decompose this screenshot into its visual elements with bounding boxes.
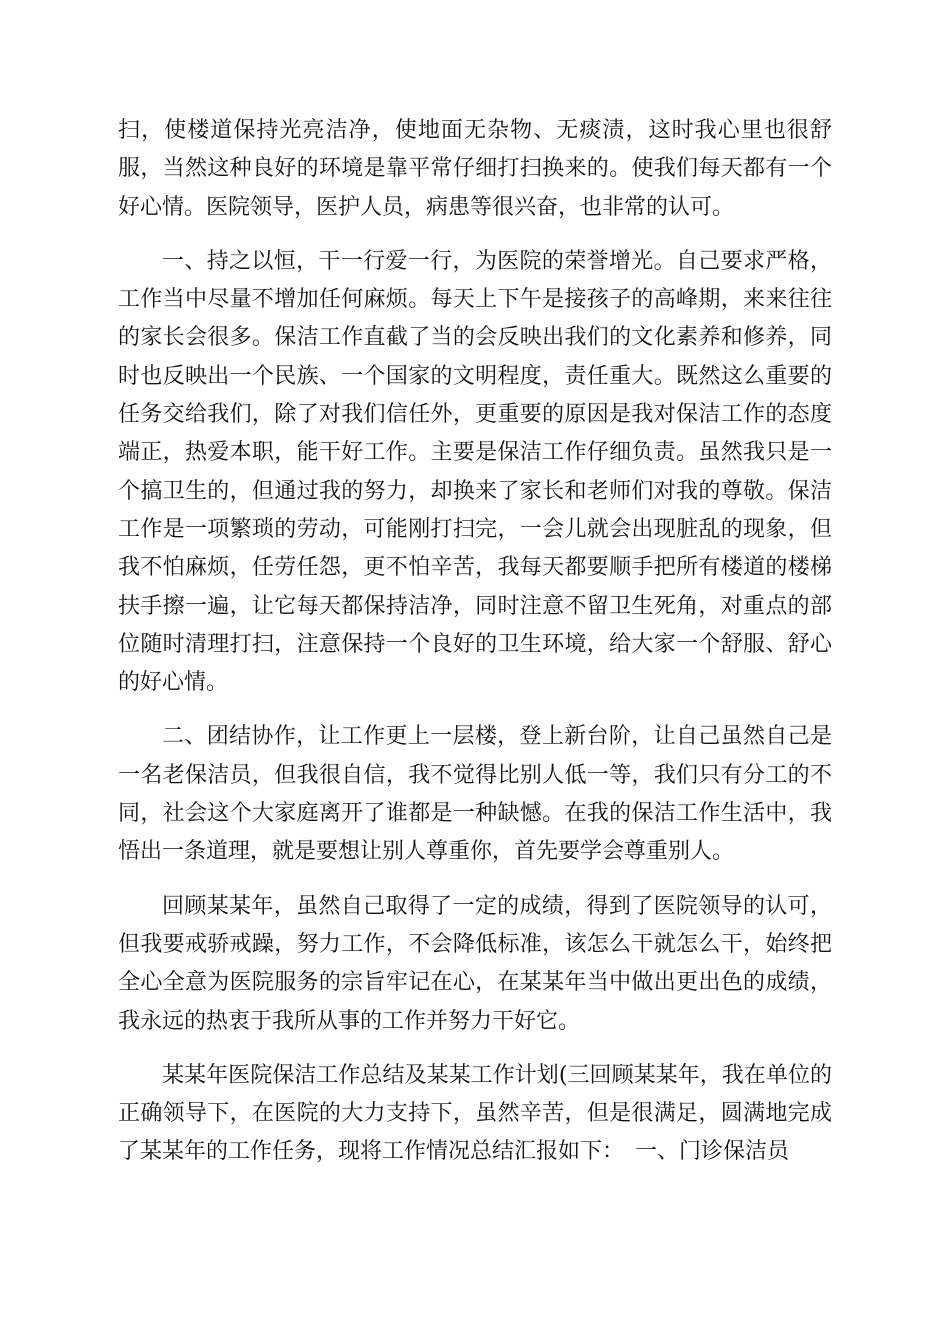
paragraph-1: 扫，使楼道保持光亮洁净，使地面无杂物、无痰渍，这时我心里也很舒服，当然这种良好的环境是靠平常仔细打扫换来的。使我们每天都有一个好心情。医院领导，医护人员，病患等很兴奋，也非常的认可。 <box>118 118 832 220</box>
document-body <box>118 112 832 1188</box>
paragraph-4: 回顾某某年，虽然自己取得了一定的成绩，得到了医院领导的认可，但我要戒骄戒躁，努力工作，不会降低标准，该怎么干就怎么干，始终把全心全意为医院服务的宗旨牢记在心，在某某年当中做出更出色的成绩，我永远的热衷于我所从事的工作并努力干好它。 <box>118 893 832 1034</box>
paragraph-3: 二、团结协作，让工作更上一层楼，登上新台阶，让自己虽然自己是一名老保洁员，但我很自信，我不觉得比别人低一等，我们只有分工的不同，社会这个大家庭离开了谁都是一种缺憾。在我的保洁工作生活中，我悟出一条道理，就是要想让别人尊重你，首先要学会尊重别人。 <box>118 724 832 865</box>
paragraph-2: 一、持之以恒，干一行爱一行，为医院的荣誉增光。自己要求严格，工作当中尽量不增加任何麻烦。每天上下午是接孩子的高峰期，来来往往的家长会很多。保洁工作直截了当的会反映出我们的文化素养和修养，同时也反映出一个民族、一个国家的文明程度，责任重大。既然这么重要的任务交给我们，除了对我们信任外，更重要的原因是我对保洁工作的态度端正，热爱本职，能干好工作。主要是保洁工作仔细负责。虽然我只是一个搞卫生的，但通过我的努力，却换来了家长和老师们对我的尊敬。保洁工作是一项繁琐的劳动，可能刚打扫完，一会儿就会出现脏乱的现象，但我不怕麻烦，任劳任怨，更不怕辛苦，我每天都要顺手把所有楼道的楼梯扶手擦一遍，让它每天都保持洁净，同时注意不留卫生死角，对重点的部位随时清理打扫，注意保持一个良好的卫生环境，给大家一个舒服、舒心的好心情。 <box>118 248 832 696</box>
paragraph-5: 某某年医院保洁工作总结及某某工作计划(三回顾某某年，我在单位的正确领导下，在医院的大力支持下，虽然辛苦，但是很满足，圆满地完成了某某年的工作任务，现将工作情况总结汇报如下： 一、门诊保洁员 <box>118 1062 832 1165</box>
